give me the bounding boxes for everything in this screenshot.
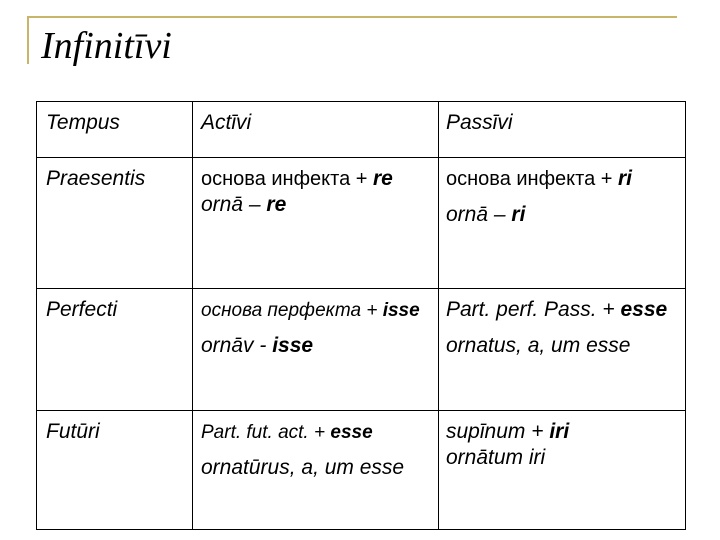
perfecti-passive-formula: Part. perf. Pass. + esse [446, 298, 668, 321]
header-cell-tempus [37, 102, 193, 158]
header-tempus: Tempus [46, 111, 120, 134]
tense-label: Futūri [46, 420, 100, 443]
futuri-active-content [193, 411, 438, 482]
perfecti-active-example: ornāv - isse [201, 334, 314, 358]
futuri-passive-content [439, 411, 685, 472]
cell-praesentis-label [37, 158, 193, 289]
header-cell-active [193, 102, 439, 158]
perfecti-active-content [193, 289, 438, 360]
header-active: Actīvi [201, 111, 252, 134]
cell-perfecti-label [37, 289, 193, 411]
praesentis-passive-content [439, 158, 685, 229]
praesentis-active-content [193, 158, 438, 219]
cell-futuri-passive [439, 411, 686, 530]
praesentis-active-example: ornā – re [201, 193, 287, 217]
futuri-passive-formula: supīnum + iri [446, 420, 570, 443]
perfecti-passive-content [439, 289, 685, 360]
frame-top-border [27, 16, 677, 18]
cell-futuri-label [37, 411, 193, 530]
infinitive-table [36, 101, 686, 530]
tense-label: Perfecti [46, 298, 118, 321]
futuri-active-formula: Part. fut. act. + esse [201, 422, 373, 443]
praesentis-active-formula: основа инфекта + re [201, 167, 393, 190]
table-row-perfecti [37, 289, 686, 411]
table-row-praesentis [37, 158, 686, 289]
cell-futuri-active [193, 411, 439, 530]
header-passive: Passīvi [446, 111, 513, 134]
perfecti-passive-example: ornatus, a, um esse [446, 334, 631, 358]
header-cell-passive [439, 102, 686, 158]
praesentis-passive-formula: основа инфекта + ri [446, 167, 633, 190]
frame-left-border [27, 16, 29, 64]
cell-praesentis-active [193, 158, 439, 289]
perfecti-active-formula: основа перфекта + isse [201, 300, 420, 321]
cell-praesentis-passive [439, 158, 686, 289]
futuri-passive-example: ornātum iri [446, 446, 546, 470]
slide-title: Infinitīvi [41, 25, 172, 67]
cell-perfecti-passive [439, 289, 686, 411]
table-header-row [37, 102, 686, 158]
futuri-active-example: ornatūrus, a, um esse [201, 456, 405, 480]
cell-perfecti-active [193, 289, 439, 411]
tense-label: Praesentis [46, 167, 146, 190]
table-row-futuri [37, 411, 686, 530]
praesentis-passive-example: ornā – ri [446, 203, 526, 227]
